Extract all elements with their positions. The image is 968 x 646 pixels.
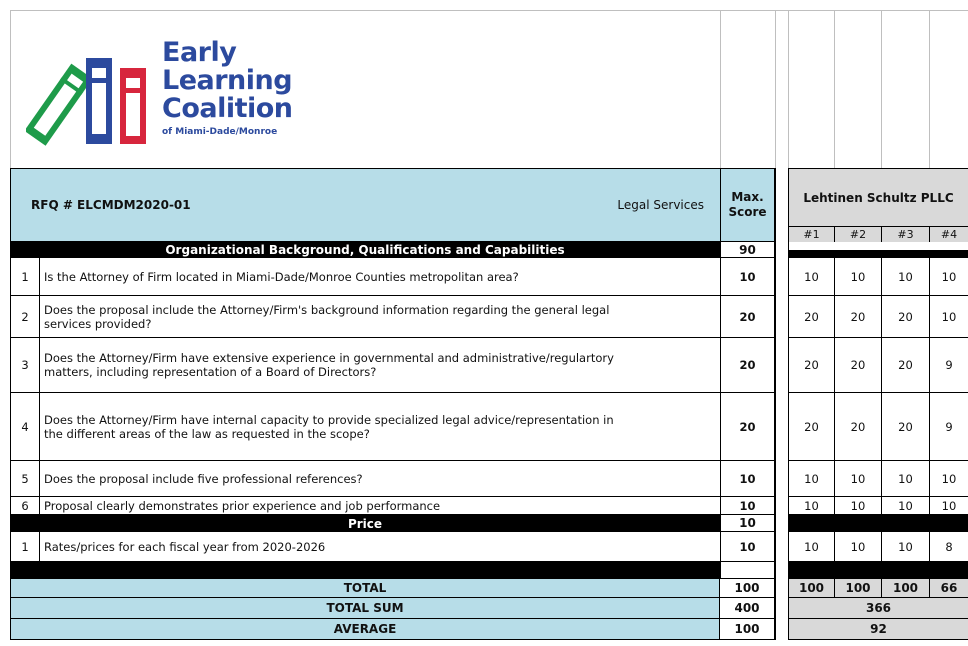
logo-books-icon bbox=[26, 48, 154, 150]
reviewer-score: 20 bbox=[834, 393, 881, 461]
criterion-text: Does the Attorney/Firm have internal capacity to provide specialized legal advice/representation in the different areas of the law as requested in the scope? bbox=[40, 393, 720, 461]
section-max: 90 bbox=[720, 242, 775, 258]
reviewer-score: 10 bbox=[929, 296, 968, 338]
reviewer-score: 20 bbox=[788, 338, 834, 393]
total-score: 100 bbox=[834, 578, 881, 598]
row-number: 5 bbox=[10, 461, 40, 497]
service-label: Legal Services bbox=[617, 198, 704, 212]
reviewer-score: 20 bbox=[834, 296, 881, 338]
reviewer-score: 10 bbox=[881, 497, 929, 515]
reviewer-score: 10 bbox=[788, 258, 834, 296]
reviewer-score: 10 bbox=[834, 532, 881, 562]
reviewer-score: 20 bbox=[881, 338, 929, 393]
total-score: 100 bbox=[788, 578, 834, 598]
average-max: 100 bbox=[720, 619, 775, 640]
criterion-max: 10 bbox=[720, 532, 775, 562]
average-value: 92 bbox=[788, 619, 968, 640]
criterion-text: Proposal clearly demonstrates prior experience and job performance bbox=[40, 497, 720, 515]
spacer-bar bbox=[10, 562, 720, 578]
grid-line bbox=[788, 10, 789, 168]
reviewer-score: 10 bbox=[834, 497, 881, 515]
reviewer-score: 10 bbox=[929, 461, 968, 497]
reviewer-score: 9 bbox=[929, 393, 968, 461]
criterion-text: Rates/prices for each fiscal year from 2020-2026 bbox=[40, 532, 720, 562]
reviewer-header: #2 bbox=[834, 226, 881, 242]
row-number: 4 bbox=[10, 393, 40, 461]
criterion-text: Is the Attorney of Firm located in Miami-Dade/Monroe Counties metropolitan area? bbox=[40, 258, 720, 296]
grid-line bbox=[834, 10, 835, 168]
grid-line bbox=[775, 10, 776, 168]
section-max: 10 bbox=[720, 515, 775, 532]
logo-line-3: Coalition bbox=[162, 93, 293, 124]
row-number: 3 bbox=[10, 338, 40, 393]
reviewer-score: 9 bbox=[929, 338, 968, 393]
reviewer-score: 20 bbox=[881, 393, 929, 461]
criterion-max: 10 bbox=[720, 497, 775, 515]
logo-line-4: of Miami-Dade/Monroe bbox=[162, 127, 278, 137]
reviewer-header: #4 bbox=[929, 226, 968, 242]
reviewer-score: 20 bbox=[788, 296, 834, 338]
criterion-max: 20 bbox=[720, 338, 775, 393]
row-number: 1 bbox=[10, 258, 40, 296]
grid-line bbox=[775, 168, 776, 640]
reviewer-score: 10 bbox=[881, 258, 929, 296]
reviewer-score: 20 bbox=[881, 296, 929, 338]
total-sum-value: 366 bbox=[788, 598, 968, 619]
reviewer-score: 8 bbox=[929, 532, 968, 562]
criterion-text: Does the proposal include the Attorney/Firm's background information regarding the general legal services provided? bbox=[40, 296, 720, 338]
average-label: AVERAGE bbox=[10, 619, 720, 640]
total-sum-label: TOTAL SUM bbox=[10, 598, 720, 619]
grid-line bbox=[881, 10, 882, 168]
row-number: 1 bbox=[10, 532, 40, 562]
grid-line bbox=[929, 10, 930, 168]
section-title: Price bbox=[10, 515, 720, 532]
criterion-max: 20 bbox=[720, 393, 775, 461]
total-score: 66 bbox=[929, 578, 968, 598]
reviewer-score: 10 bbox=[881, 532, 929, 562]
row-number: 2 bbox=[10, 296, 40, 338]
criterion-text: Does the Attorney/Firm have extensive experience in governmental and administrative/regulartory matters, including representation of a Board of Directors? bbox=[40, 338, 720, 393]
section-title: Organizational Background, Qualifications and Capabilities bbox=[10, 242, 720, 258]
reviewer-score: 10 bbox=[834, 461, 881, 497]
header-bar bbox=[10, 168, 720, 242]
reviewer-score: 20 bbox=[788, 393, 834, 461]
logo-line-1: Early bbox=[162, 37, 237, 68]
spacer-score-bar bbox=[788, 562, 968, 578]
vendor-name: Lehtinen Schultz PLLC bbox=[788, 168, 968, 226]
grid-line bbox=[10, 10, 11, 168]
section-score-bar bbox=[788, 250, 968, 258]
grid-line bbox=[10, 10, 968, 11]
logo-line-2: Learning bbox=[162, 65, 293, 96]
reviewer-score: 10 bbox=[788, 532, 834, 562]
reviewer-score: 10 bbox=[929, 497, 968, 515]
reviewer-score: 10 bbox=[834, 258, 881, 296]
grid-line bbox=[788, 168, 789, 640]
reviewer-score: 10 bbox=[881, 461, 929, 497]
criterion-max: 10 bbox=[720, 461, 775, 497]
total-max: 100 bbox=[720, 578, 775, 598]
row-number: 6 bbox=[10, 497, 40, 515]
total-sum-max: 400 bbox=[720, 598, 775, 619]
criterion-text: Does the proposal include five professional references? bbox=[40, 461, 720, 497]
reviewer-score: 10 bbox=[788, 497, 834, 515]
max-score-header: Max. Score bbox=[720, 168, 775, 242]
reviewer-score: 10 bbox=[788, 461, 834, 497]
reviewer-score: 20 bbox=[834, 338, 881, 393]
logo-area bbox=[10, 10, 720, 168]
grid-line bbox=[720, 10, 721, 168]
section-score-bar bbox=[788, 515, 968, 532]
total-label: TOTAL bbox=[10, 578, 720, 598]
reviewer-score: 10 bbox=[929, 258, 968, 296]
criterion-max: 20 bbox=[720, 296, 775, 338]
rfq-number: RFQ # ELCMDM2020-01 bbox=[31, 198, 191, 212]
total-score: 100 bbox=[881, 578, 929, 598]
criterion-max: 10 bbox=[720, 258, 775, 296]
spacer-max bbox=[720, 562, 775, 578]
reviewer-header: #3 bbox=[881, 226, 929, 242]
reviewer-header: #1 bbox=[788, 226, 834, 242]
